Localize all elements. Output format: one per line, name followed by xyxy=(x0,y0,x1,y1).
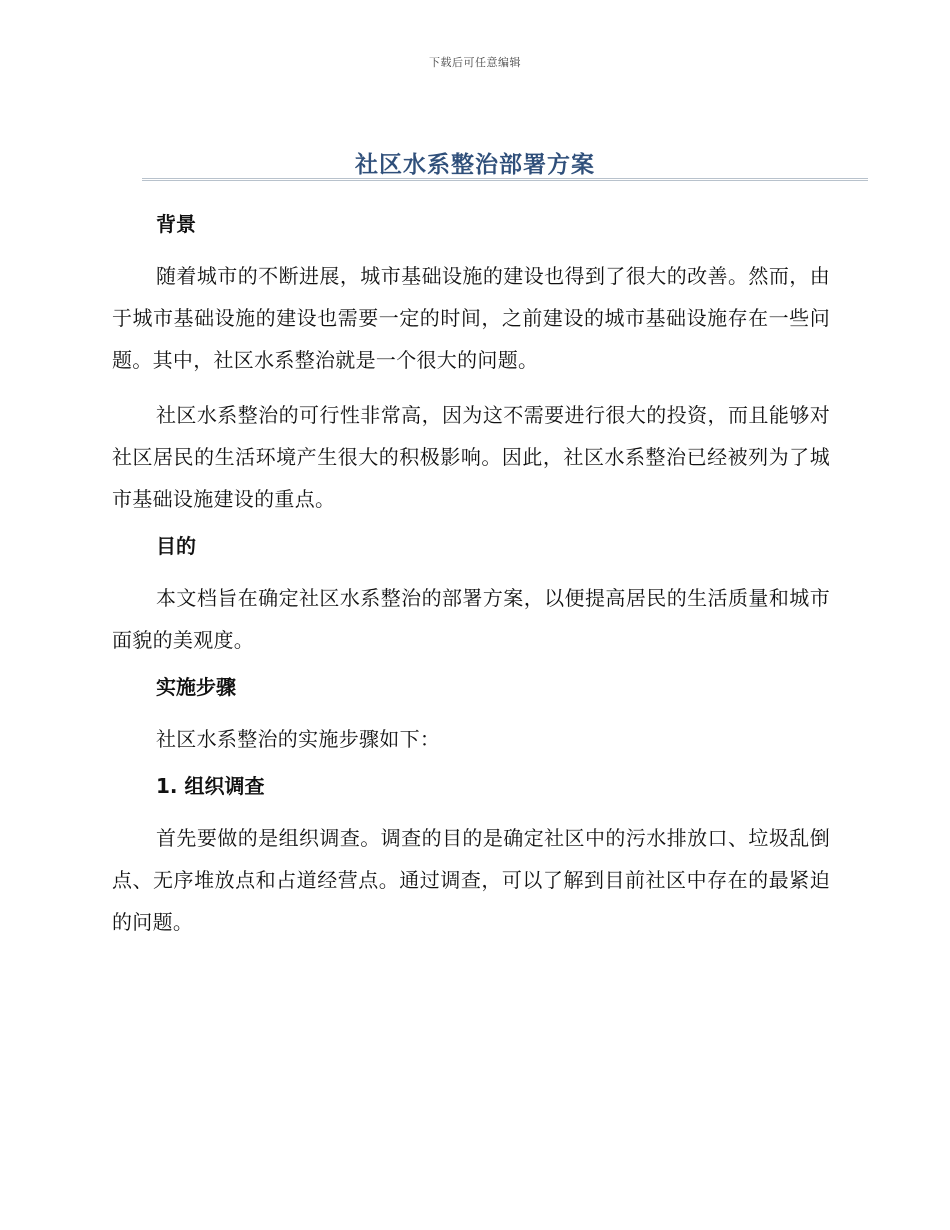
paragraph-purpose-1: 本文档旨在确定社区水系整治的部署方案，以便提高居民的生活质量和城市面貌的美观度。 xyxy=(112,586,830,652)
paragraph-step1-1: 首先要做的是组织调查。调查的目的是确定社区中的污水排放口、垃圾乱倒点、无序堆放点和占道经营点。通过调查，可以了解到目前社区中存在的最紧迫的问题。 xyxy=(112,826,830,934)
paragraph-steps-1: 社区水系整治的实施步骤如下： xyxy=(156,727,441,751)
page-header: 下载后可任意编辑 xyxy=(429,56,521,69)
document-body xyxy=(112,210,830,943)
section-heading-step1: 1. 组织调查 xyxy=(156,774,265,798)
paragraph-background-1: 随着城市的不断进展，城市基础设施的建设也得到了很大的改善。然而，由于城市基础设施的建设也需要一定的时间，之前建设的城市基础设施存在一些问题。其中，社区水系整治就是一个很大的问题。 xyxy=(112,264,830,372)
section-heading-background: 背景 xyxy=(156,212,196,236)
paragraph-background-2: 社区水系整治的可行性非常高，因为这不需要进行很大的投资，而且能够对社区居民的生活环境产生很大的积极影响。因此，社区水系整治已经被列为了城市基础设施建设的重点。 xyxy=(112,403,830,511)
section-heading-purpose: 目的 xyxy=(156,534,196,558)
title-underline xyxy=(142,178,868,181)
section-heading-steps: 实施步骤 xyxy=(156,675,236,699)
document-title: 社区水系整治部署方案 xyxy=(355,152,595,178)
